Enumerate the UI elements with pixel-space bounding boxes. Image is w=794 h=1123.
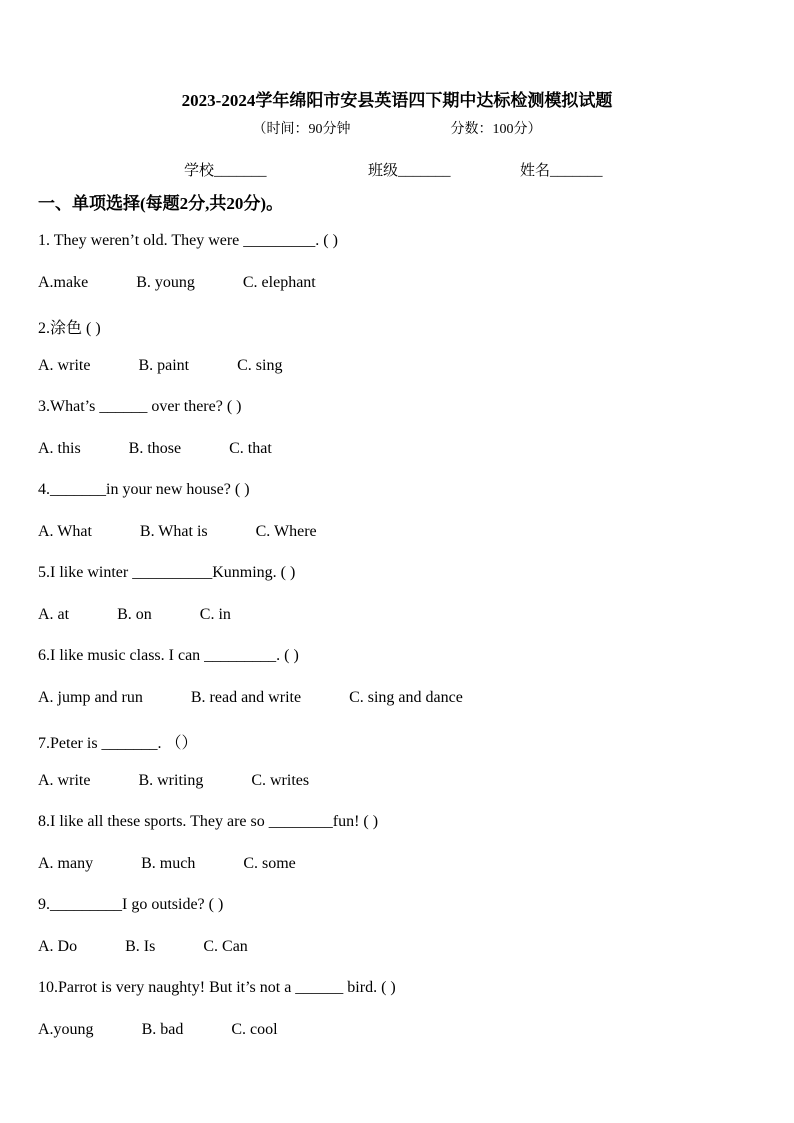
option-c: C. some — [243, 855, 296, 872]
option-c: C. in — [199, 606, 231, 623]
question-9 — [38, 896, 758, 979]
option-b: B. Is — [125, 938, 156, 955]
option-a: A. jump and run — [38, 689, 143, 706]
option-row — [38, 1021, 278, 1039]
option-a: A.make — [38, 274, 89, 291]
question-text: 10.Parrot is very naughty! But it’s not a ______ bird. ( ) — [38, 979, 396, 996]
exam-time: （时间：90分钟 — [252, 122, 351, 137]
option-b: B. young — [136, 274, 195, 291]
option-a: A. this — [38, 440, 81, 457]
question-text: 6.I like music class. I can _________. ( ) — [38, 647, 299, 664]
option-a: A. What — [38, 523, 92, 540]
question-text: 8.I like all these sports. They are so ________fun! ( ) — [38, 813, 379, 830]
option-b: B. those — [128, 440, 182, 457]
question-10 — [38, 979, 758, 1062]
option-a: A.young — [38, 1021, 94, 1038]
option-c: C. writes — [251, 772, 310, 789]
option-row — [38, 274, 316, 292]
option-row — [38, 772, 309, 790]
question-1 — [38, 232, 758, 315]
question-text: 7.Peter is _______. （） — [38, 735, 198, 752]
option-b: B. much — [141, 855, 196, 872]
question-8 — [38, 813, 758, 896]
question-4 — [38, 481, 758, 564]
option-row — [38, 689, 463, 707]
option-row — [38, 855, 296, 873]
option-a: A. Do — [38, 938, 78, 955]
option-c: C. Where — [255, 523, 317, 540]
option-c: C. elephant — [242, 274, 316, 291]
option-row — [38, 357, 282, 375]
name-field: 姓名_______ — [520, 163, 603, 179]
class-field: 班级_______ — [368, 163, 451, 179]
option-row — [38, 938, 248, 956]
question-6 — [38, 647, 758, 730]
option-b: B. What is — [139, 523, 208, 540]
question-text: 4._______in your new house? ( ) — [38, 481, 250, 498]
option-b: B. writing — [138, 772, 204, 789]
exam-title: 2023-2024学年绵阳市安县英语四下期中达标检测模拟试题 — [181, 91, 613, 110]
option-c: C. sing and dance — [349, 689, 463, 706]
option-c: C. cool — [231, 1021, 278, 1038]
question-text: 3.What’s ______ over there? ( ) — [38, 398, 242, 415]
question-7 — [38, 730, 758, 813]
exam-subtitle — [0, 118, 794, 138]
question-text: 9._________I go outside? ( ) — [38, 896, 224, 913]
question-text: 2.涂色 ( ) — [38, 320, 101, 337]
option-a: A. write — [38, 357, 91, 374]
option-c: C. sing — [237, 357, 283, 374]
question-5 — [38, 564, 758, 647]
question-2 — [38, 315, 758, 398]
option-a: A. write — [38, 772, 91, 789]
option-c: C. that — [229, 440, 272, 457]
question-list — [38, 232, 758, 1062]
option-a: A. at — [38, 606, 70, 623]
option-c: C. Can — [203, 938, 248, 955]
question-text: 1. They weren’t old. They were _________. ( ) — [38, 232, 338, 249]
section-heading: 一、单项选择(每题2分,共20分)。 — [38, 194, 284, 213]
option-b: B. read and write — [190, 689, 302, 706]
exam-score: 分数：100分） — [450, 122, 542, 137]
option-b: B. paint — [138, 357, 190, 374]
option-a: A. many — [38, 855, 94, 872]
question-3 — [38, 398, 758, 481]
option-b: B. bad — [141, 1021, 184, 1038]
school-field: 学校_______ — [184, 163, 267, 179]
option-row — [38, 606, 231, 624]
option-row — [38, 440, 272, 458]
option-row — [38, 523, 317, 541]
option-b: B. on — [117, 606, 152, 623]
question-text: 5.I like winter __________Kunming. ( ) — [38, 564, 296, 581]
